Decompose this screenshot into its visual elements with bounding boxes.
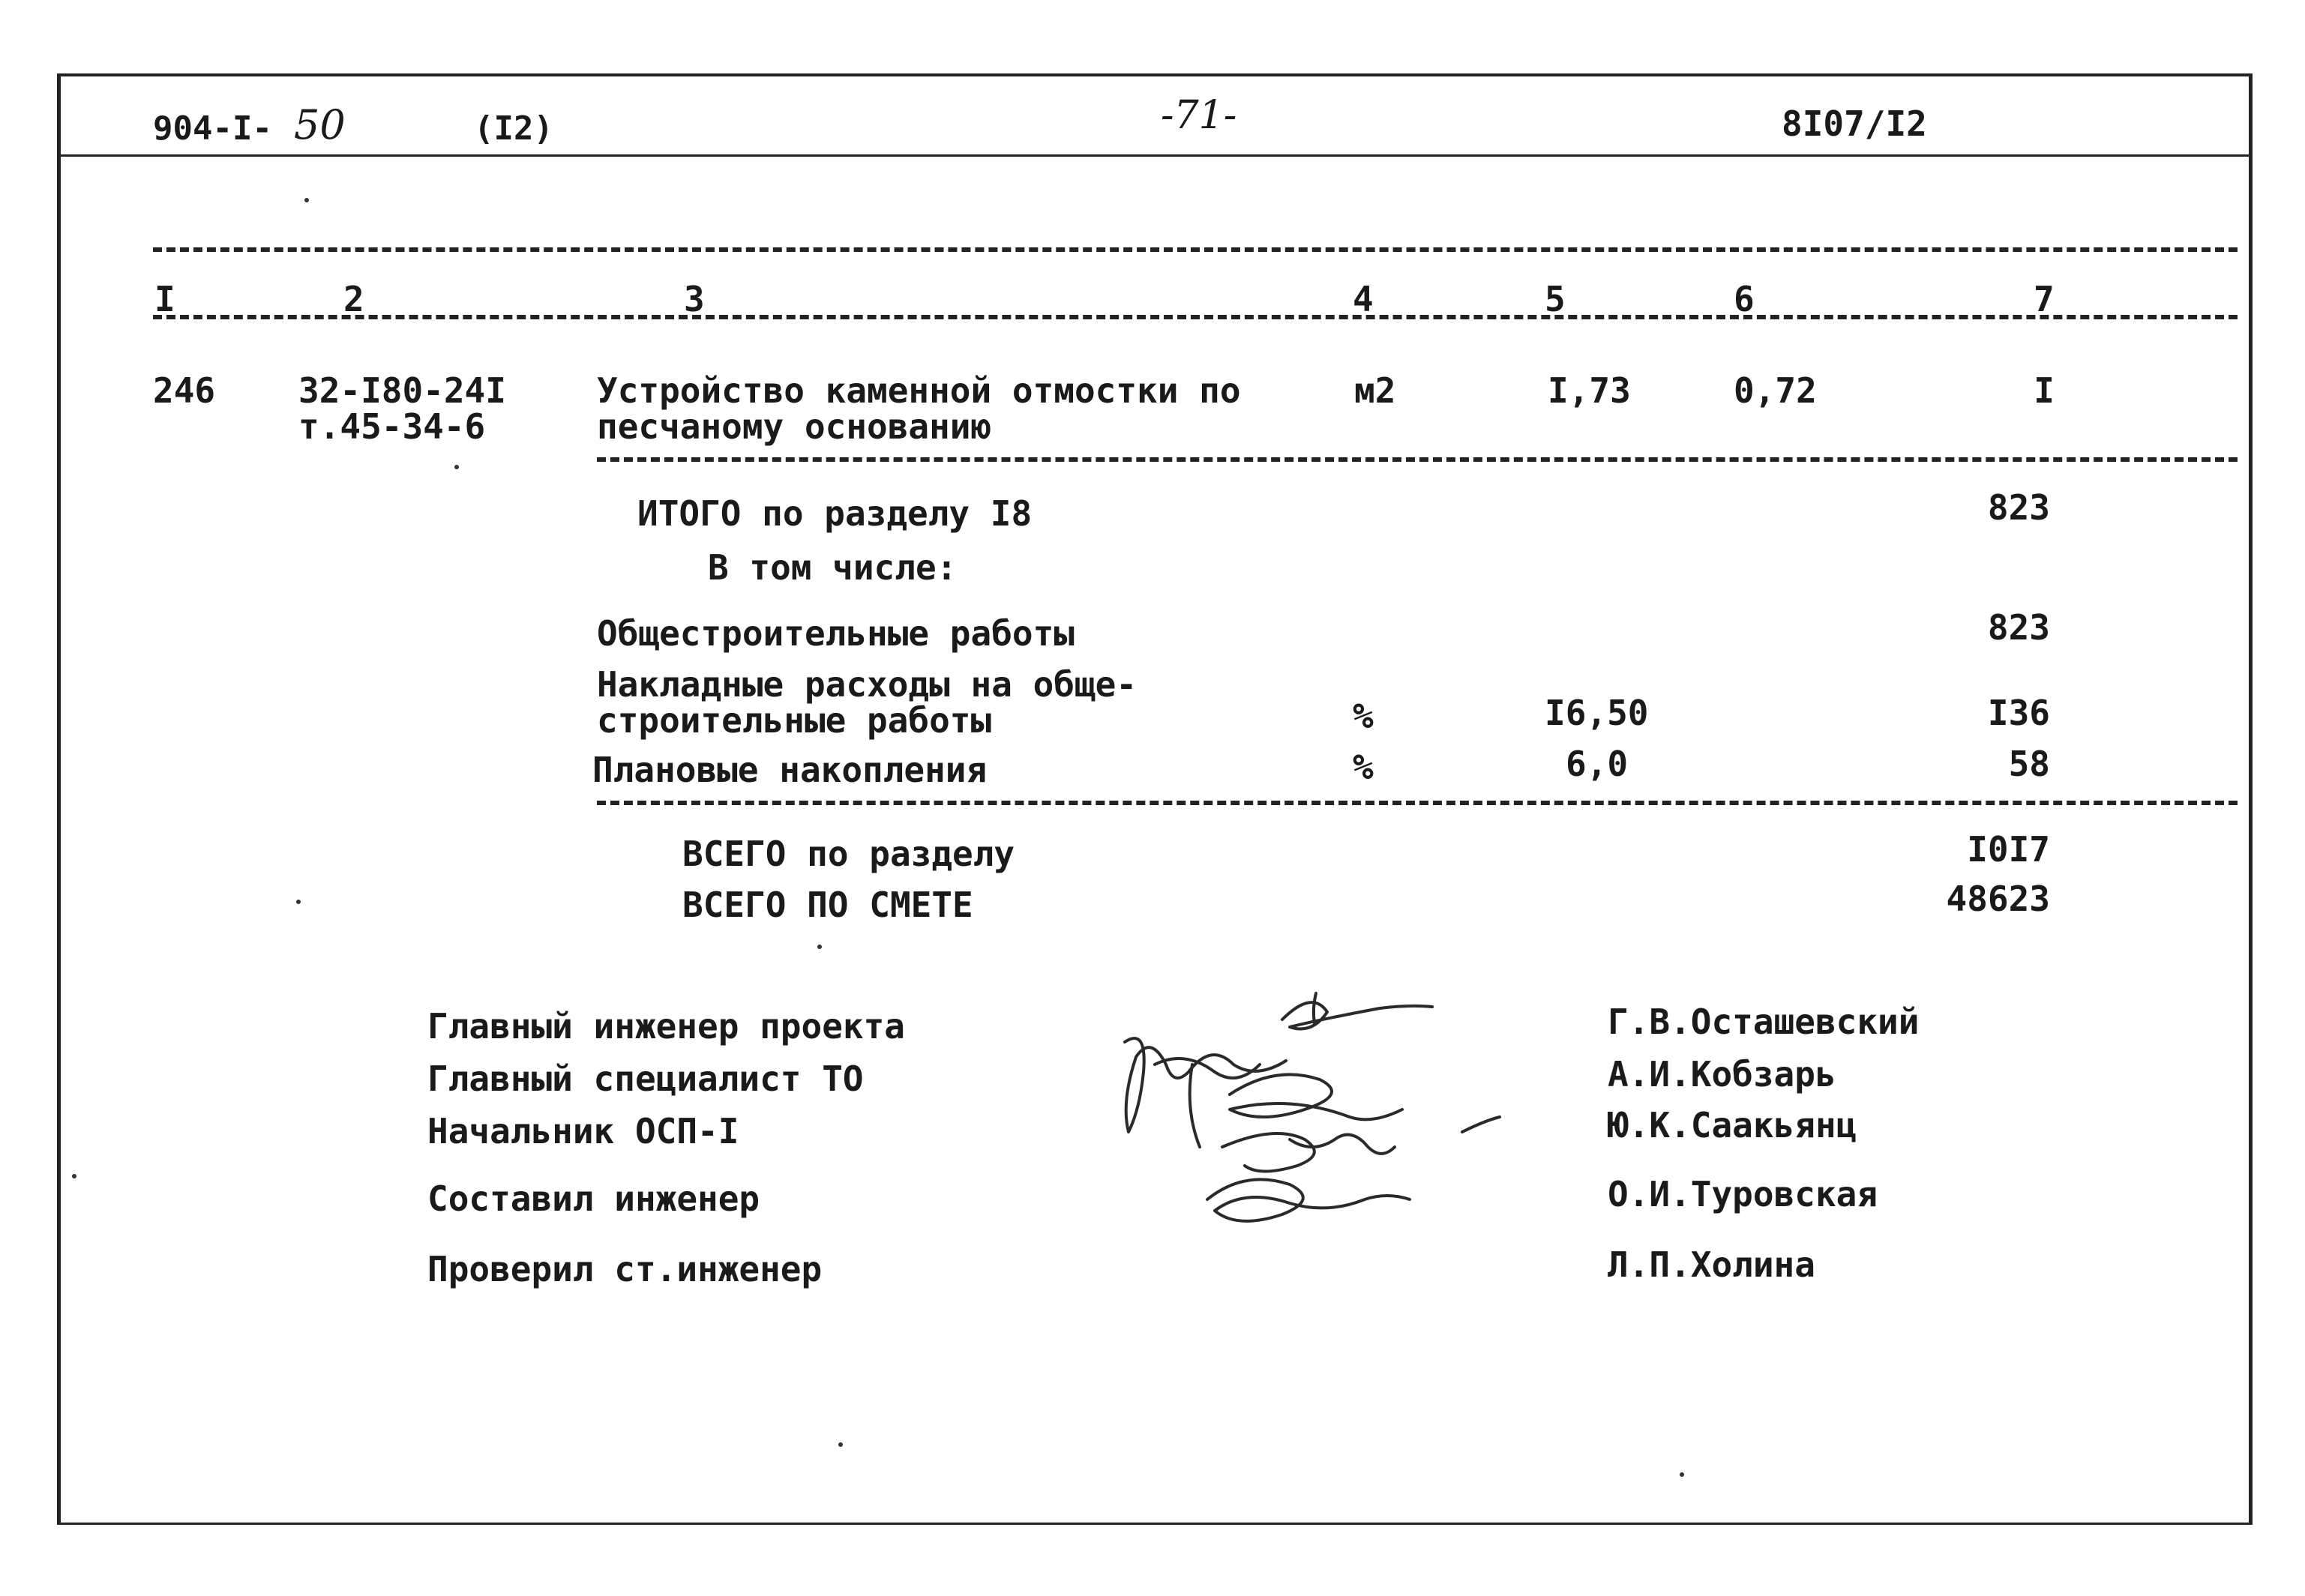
estimate-total-label: ВСЕГО ПО СМЕТЕ	[682, 885, 973, 925]
signer-name: Г.В.Осташевский	[1608, 1002, 1920, 1042]
section-total-label: ВСЕГО по разделу	[682, 834, 1015, 874]
column-header-rule	[153, 315, 2238, 319]
unit: м2	[1354, 370, 1396, 411]
table-top-rule	[153, 247, 2238, 252]
column-number: 4	[1353, 279, 1374, 319]
unit-cost: 0,72	[1734, 370, 1817, 411]
totals-divider	[597, 801, 2238, 805]
page-number: -71-	[1161, 93, 1237, 138]
signer-name: О.И.Туровская	[1608, 1174, 1878, 1214]
signer-name: Л.П.Холина	[1608, 1244, 1815, 1285]
scan-speck	[817, 945, 822, 949]
quantity: I,73	[1548, 370, 1631, 411]
itogo-label: ИТОГО по разделу I8	[637, 493, 1033, 534]
section-total-value: I0I7	[1967, 829, 2050, 870]
column-number: I	[154, 279, 175, 319]
norm-code: 32-I80-24I	[298, 370, 506, 411]
scan-speck	[72, 1174, 76, 1178]
general-works-value: 823	[1987, 607, 2050, 648]
scan-speck	[1680, 1472, 1684, 1477]
planned-savings-value: 58	[2008, 744, 2050, 784]
scan-speck	[838, 1442, 843, 1447]
row-divider	[597, 457, 2238, 462]
column-number: 6	[1734, 279, 1755, 319]
itogo-value: 823	[1987, 487, 2050, 528]
doc-code-prefix: 904-I-	[153, 109, 272, 148]
scan-speck	[304, 198, 309, 202]
column-number: 2	[343, 279, 364, 319]
header-divider	[57, 154, 2253, 157]
doc-code-number: 50	[294, 101, 346, 148]
overhead-value: I36	[1987, 693, 2050, 733]
including-label: В том числе:	[708, 547, 958, 588]
planned-savings-unit: %	[1353, 747, 1374, 787]
overhead-rate: I6,50	[1545, 693, 1649, 733]
scan-speck	[296, 900, 301, 904]
page-frame	[57, 73, 2253, 1525]
scan-speck	[454, 465, 459, 469]
estimate-total-value: 48623	[1946, 879, 2050, 919]
handwritten-signatures	[1110, 975, 1530, 1289]
row-number: 246	[153, 370, 216, 411]
signer-position: Проверил ст.инженер	[427, 1249, 823, 1289]
total-cost: I	[2034, 370, 2055, 411]
signer-position: Составил инженер	[427, 1178, 760, 1219]
column-number: 7	[2034, 279, 2055, 319]
signer-name: Ю.К.Саакьянц	[1608, 1105, 1857, 1145]
signer-name: А.И.Кобзарь	[1608, 1054, 1836, 1094]
signer-position: Начальник ОСП-I	[427, 1111, 739, 1151]
norm-table-ref: т.45-34-6	[298, 406, 486, 447]
album-number: (I2)	[474, 109, 553, 148]
overhead-label: Накладные расходы на обще-	[597, 664, 1138, 705]
general-works-label: Общестроительные работы	[597, 613, 1075, 654]
overhead-unit: %	[1353, 696, 1374, 736]
column-number: 3	[684, 279, 705, 319]
overhead-label-cont: строительные работы	[597, 700, 992, 741]
signer-position: Главный специалист ТО	[427, 1059, 864, 1099]
signer-position: Главный инженер проекта	[427, 1006, 905, 1047]
column-number: 5	[1545, 279, 1566, 319]
project-code: 8I07/I2	[1782, 103, 1927, 144]
work-description-cont: песчаному основанию	[597, 406, 992, 447]
work-description: Устройство каменной отмостки по	[597, 370, 1241, 411]
planned-savings-rate: 6,0	[1566, 744, 1629, 784]
planned-savings-label: Плановые накопления	[592, 750, 988, 790]
